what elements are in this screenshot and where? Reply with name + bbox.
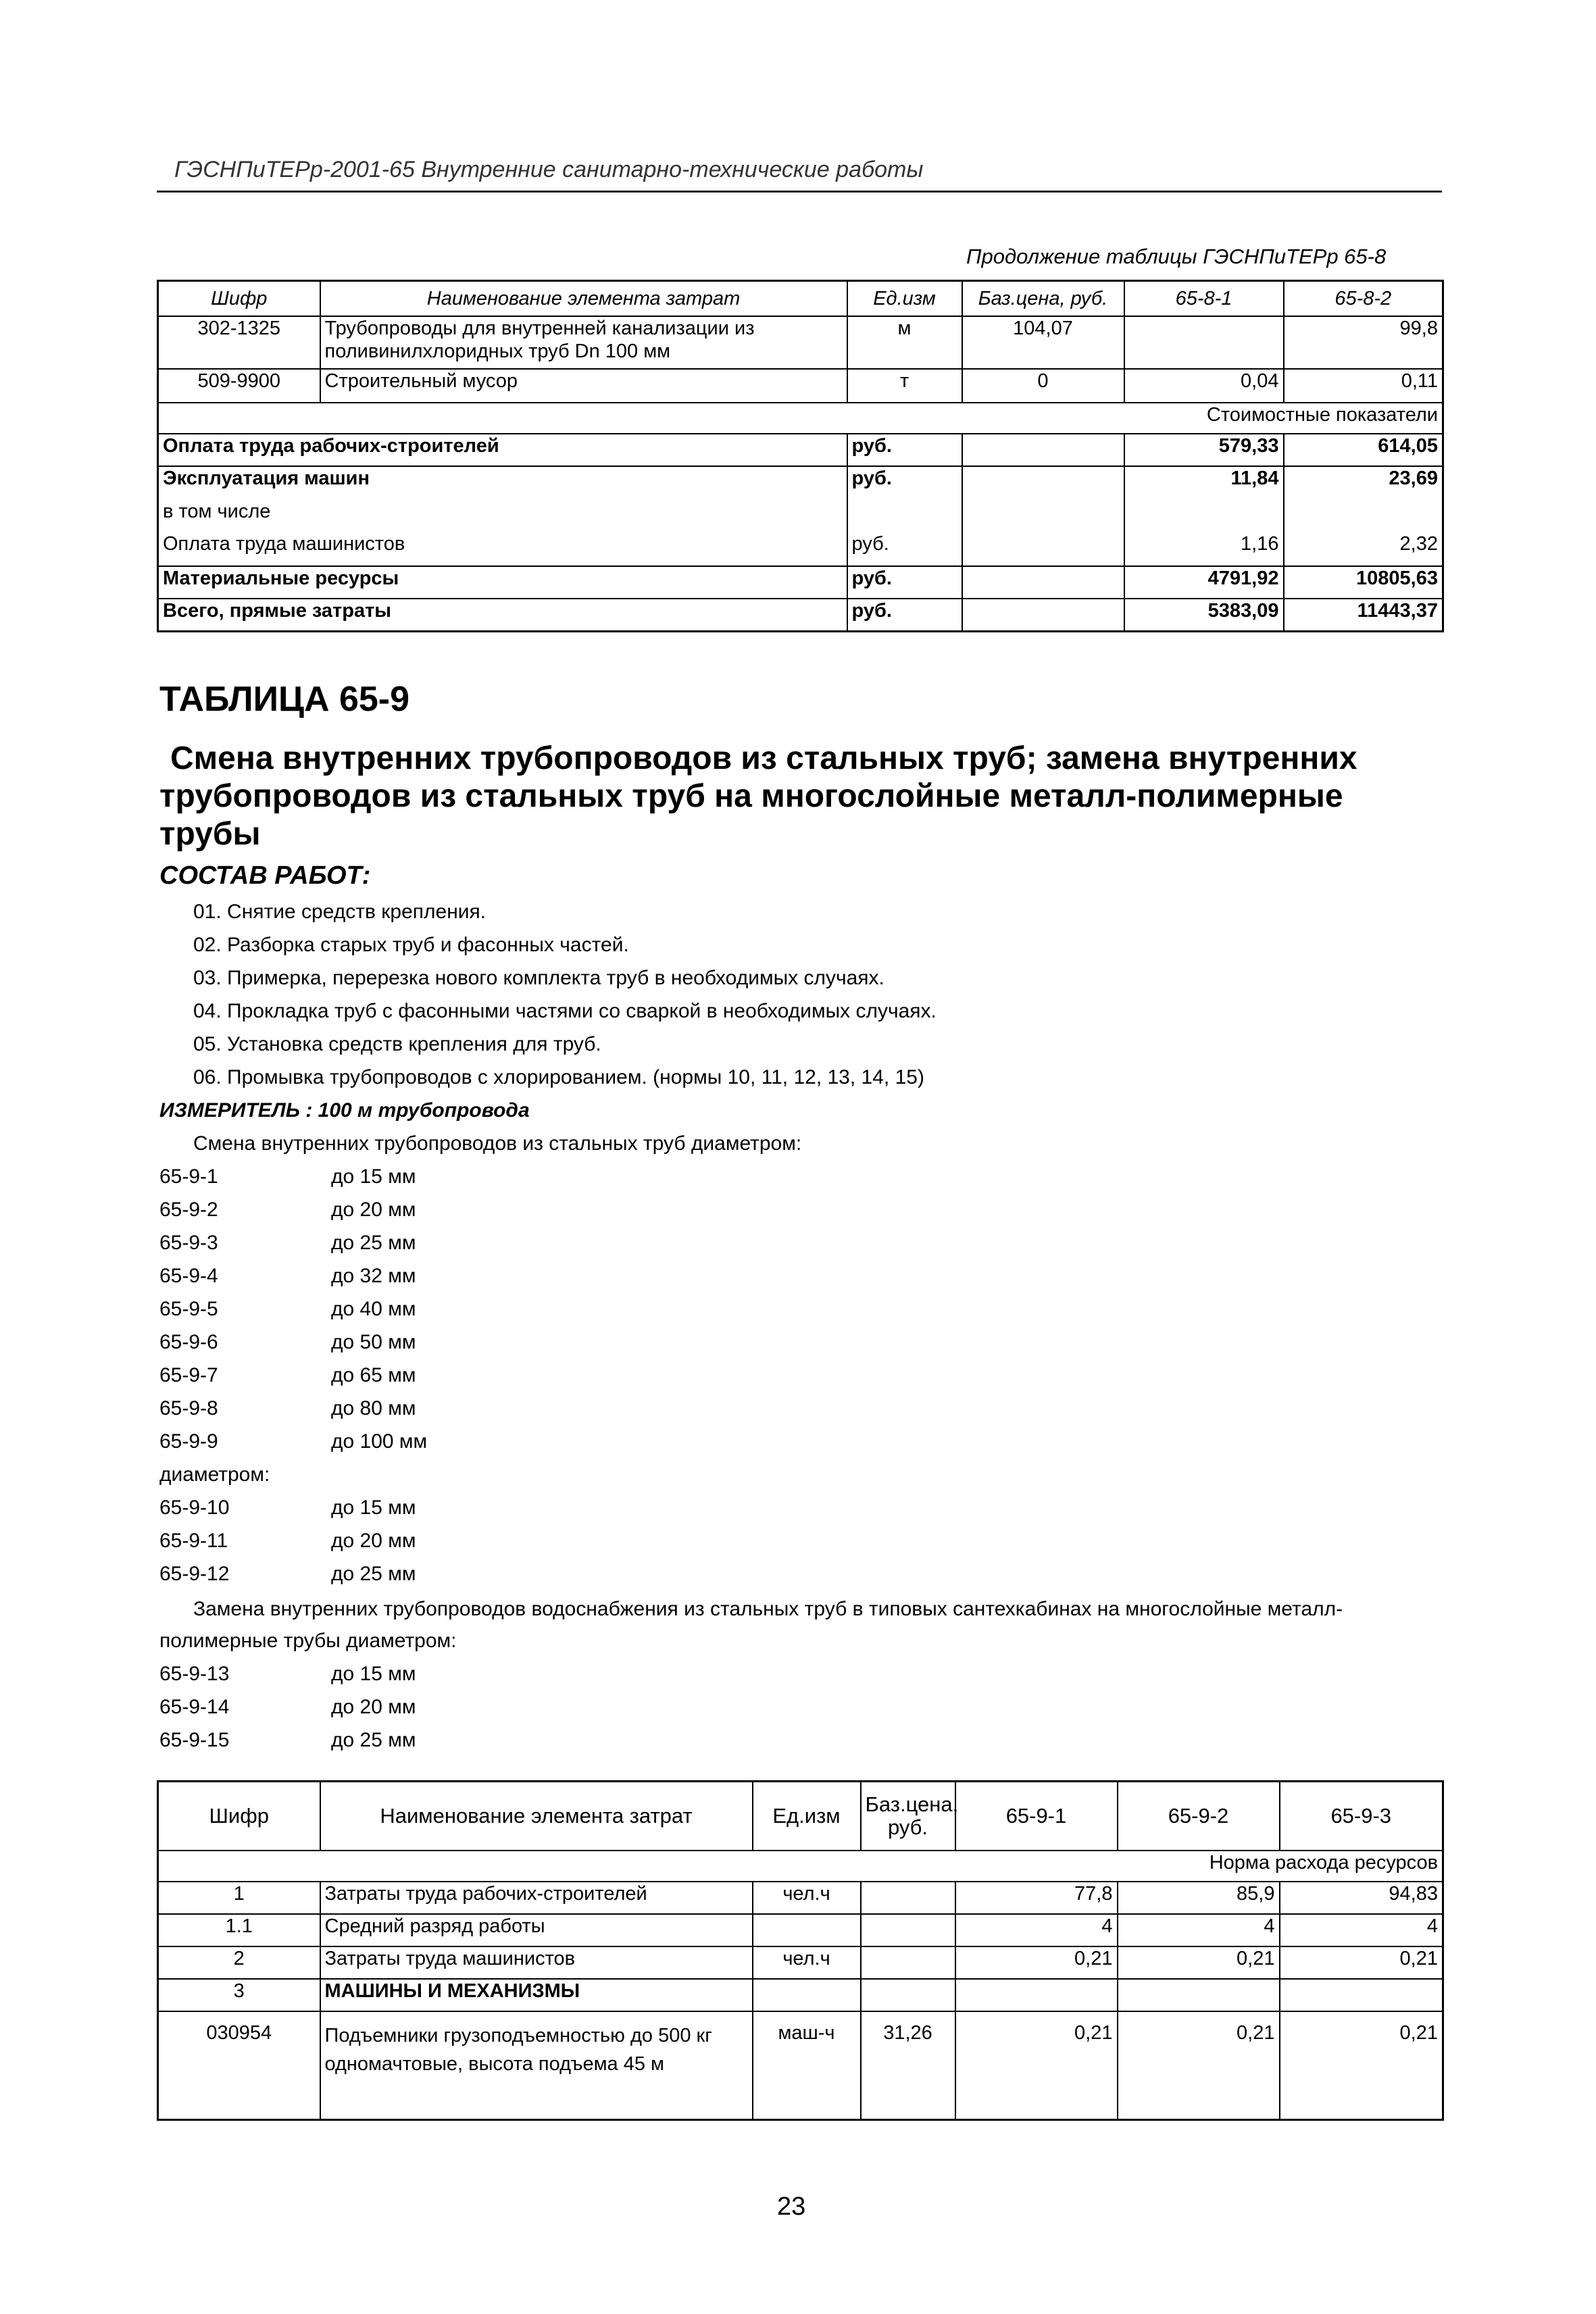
table-row [158, 2011, 1443, 2119]
row-name: Строительный мусор [320, 369, 847, 403]
row-unit [753, 1979, 861, 2011]
cost-value: 2,32 [1284, 532, 1443, 566]
row-value: 4 [955, 1914, 1118, 1946]
row-name: Затраты труда рабочих-строителей [320, 1882, 753, 1914]
row-code: 302-1325 [158, 316, 320, 369]
norm-diameter: до 20 мм [331, 1530, 416, 1552]
norm-diameter: до 15 мм [331, 1496, 416, 1519]
column-header: Наименование элемента затрат [320, 281, 847, 317]
table-row [158, 1979, 1443, 2011]
norm-code: 65-9-11 [159, 1530, 228, 1552]
row-price: 31,26 [861, 2011, 955, 2119]
work-composition-title: СОСТАВ РАБОТ: [159, 861, 371, 890]
row-unit: чел.ч [753, 1882, 861, 1914]
row-value: 4 [1118, 1914, 1280, 1946]
cost-value: 10805,63 [1284, 566, 1443, 599]
row-value: 4 [1280, 1914, 1443, 1946]
work-item: 02. Разборка старых труб и фасонных частей. [193, 934, 629, 956]
row-price [861, 1914, 955, 1946]
subtitle-line: трубы [159, 816, 261, 852]
table-header-row [158, 281, 1443, 317]
cost-header: Стоимостные показатели [158, 403, 1443, 434]
row-unit: т [847, 369, 962, 403]
group-intro: Замена внутренних трубопроводов водоснабжения из стальных труб в типовых сантехкабинах на многослойные металл- [193, 1598, 1343, 1620]
row-value: 0,21 [1118, 1946, 1280, 1979]
table-65-8-continuation [157, 280, 1444, 632]
row-code: 030954 [158, 2011, 320, 2119]
cost-row [158, 599, 1443, 631]
row-price [861, 1946, 955, 1979]
cost-header-row [158, 403, 1443, 434]
subtitle-line: трубопроводов из стальных труб на многослойные металл-полимерные [159, 778, 1343, 814]
work-item: 05. Установка средств крепления для труб. [193, 1033, 601, 1055]
column-header: Ед.изм [847, 281, 962, 317]
row-value: 99,8 [1284, 316, 1443, 369]
cost-row [158, 532, 1443, 566]
norm-diameter: до 40 мм [331, 1298, 416, 1320]
row-unit: м [847, 316, 962, 369]
section-heading: ТАБЛИЦА 65-9 [159, 680, 410, 719]
norm-diameter: до 80 мм [331, 1397, 416, 1419]
diameter-label: диаметром: [159, 1463, 270, 1486]
column-header: Шифр [158, 281, 320, 317]
norm-code: 65-9-8 [159, 1397, 218, 1419]
row-unit [753, 1914, 861, 1946]
row-price: 104,07 [962, 316, 1124, 369]
work-item: 01. Снятие средств крепления. [193, 901, 487, 923]
norm-diameter: до 25 мм [331, 1563, 416, 1585]
norm-diameter: до 100 мм [331, 1430, 428, 1453]
norm-code: 65-9-10 [159, 1496, 230, 1519]
column-header: 65-9-1 [955, 1782, 1118, 1851]
table-row [158, 1882, 1443, 1914]
column-header: Баз.цена, руб. [861, 1782, 955, 1851]
cost-price [962, 500, 1124, 532]
cost-row [158, 434, 1443, 466]
column-header: Наименование элемента затрат [320, 1782, 753, 1851]
cost-unit: руб. [847, 532, 962, 566]
row-code: 2 [158, 1946, 320, 1979]
row-price: 0 [962, 369, 1124, 403]
measure-label: ИЗМЕРИТЕЛЬ : 100 м трубопровода [159, 1099, 530, 1122]
page-number: 23 [777, 2192, 806, 2221]
norm-code: 65-9-3 [159, 1232, 218, 1254]
table-row [158, 316, 1443, 369]
cost-value: 4791,92 [1124, 566, 1284, 599]
row-value [1280, 1979, 1443, 2011]
work-item: 04. Прокладка труб с фасонными частями со сваркой в необходимых случаях. [193, 1000, 937, 1022]
cost-value: 23,69 [1284, 466, 1443, 500]
norm-code: 65-9-7 [159, 1364, 218, 1386]
column-header: Ед.изм [753, 1782, 861, 1851]
norm-diameter: до 20 мм [331, 1199, 416, 1221]
table-row [158, 369, 1443, 403]
cost-value: 1,16 [1124, 532, 1284, 566]
row-value [1124, 316, 1284, 369]
row-value: 85,9 [1118, 1882, 1280, 1914]
group-intro: полимерные трубы диаметром: [159, 1630, 457, 1652]
section-subtitle [159, 740, 1443, 853]
cost-price [962, 599, 1124, 631]
norm-code: 65-9-9 [159, 1430, 218, 1453]
table-row [158, 1946, 1443, 1979]
row-name: Подъемники грузоподъемностью до 500 кг одномачтовые, высота подъема 45 м [320, 2011, 753, 2119]
norm-code: 65-9-4 [159, 1265, 218, 1287]
norm-diameter: до 50 мм [331, 1331, 416, 1353]
cost-value: 579,33 [1124, 434, 1284, 466]
document-header-title: ГЭСНПиТЕРр-2001-65 Внутренние санитарно-технические работы [174, 157, 924, 182]
row-value: 0,21 [1118, 2011, 1280, 2119]
norm-code: 65-9-1 [159, 1165, 218, 1188]
norm-diameter: до 32 мм [331, 1265, 416, 1287]
cost-name: в том числе [158, 500, 847, 532]
norm-code: 65-9-13 [159, 1663, 230, 1685]
table-continuation-caption: Продолжение таблицы ГЭСНПиТЕРр 65-8 [966, 245, 1387, 268]
norm-header: Норма расхода ресурсов [158, 1851, 1443, 1882]
table-row [158, 1914, 1443, 1946]
cost-name: Оплата труда рабочих-строителей [158, 434, 847, 466]
column-header: 65-9-2 [1118, 1782, 1280, 1851]
norm-code: 65-9-5 [159, 1298, 218, 1320]
row-price [861, 1882, 955, 1914]
cost-name: Всего, прямые затраты [158, 599, 847, 631]
cost-row [158, 500, 1443, 532]
row-value: 94,83 [1280, 1882, 1443, 1914]
cost-unit: руб. [847, 566, 962, 599]
row-value [1118, 1979, 1280, 2011]
norm-code: 65-9-2 [159, 1199, 218, 1221]
cost-unit: руб. [847, 434, 962, 466]
norm-code: 65-9-15 [159, 1729, 230, 1751]
row-value: 0,21 [1280, 2011, 1443, 2119]
norm-code: 65-9-12 [159, 1563, 230, 1585]
table-65-9 [157, 1780, 1444, 2121]
row-price [861, 1979, 955, 2011]
cost-unit [847, 500, 962, 532]
row-value: 0,11 [1284, 369, 1443, 403]
row-code: 509-9900 [158, 369, 320, 403]
cost-unit: руб. [847, 599, 962, 631]
column-header: Шифр [158, 1782, 320, 1851]
column-header: 65-8-2 [1284, 281, 1443, 317]
norm-diameter: до 65 мм [331, 1364, 416, 1386]
norm-diameter: до 25 мм [331, 1232, 416, 1254]
norm-diameter: до 25 мм [331, 1729, 416, 1751]
cost-name: Оплата труда машинистов [158, 532, 847, 566]
norm-diameter: до 15 мм [331, 1165, 416, 1188]
row-code: 1.1 [158, 1914, 320, 1946]
row-code: 3 [158, 1979, 320, 2011]
norm-code: 65-9-14 [159, 1696, 230, 1718]
norm-header-row [158, 1851, 1443, 1882]
row-name: Трубопроводы для внутренней канализации из поливинилхлоридных труб Dn 100 мм [320, 316, 847, 369]
column-header: 65-9-3 [1280, 1782, 1443, 1851]
norm-code: 65-9-6 [159, 1331, 218, 1353]
row-unit: маш-ч [753, 2011, 861, 2119]
column-header: 65-8-1 [1124, 281, 1284, 317]
group-intro: Смена внутренних трубопроводов из стальных труб диаметром: [193, 1132, 802, 1155]
cost-price [962, 434, 1124, 466]
row-name: Затраты труда машинистов [320, 1946, 753, 1979]
header-divider [157, 191, 1442, 193]
row-value: 0,21 [1280, 1946, 1443, 1979]
cost-row [158, 566, 1443, 599]
norm-diameter: до 15 мм [331, 1663, 416, 1685]
row-unit: чел.ч [753, 1946, 861, 1979]
cost-value: 11,84 [1124, 466, 1284, 500]
norm-diameter: до 20 мм [331, 1696, 416, 1718]
cost-value: 614,05 [1284, 434, 1443, 466]
cost-row [158, 466, 1443, 500]
row-name: МАШИНЫ И МЕХАНИЗМЫ [320, 1979, 753, 2011]
row-name: Средний разряд работы [320, 1914, 753, 1946]
cost-value [1124, 500, 1284, 532]
cost-name: Эксплуатация машин [158, 466, 847, 500]
row-code: 1 [158, 1882, 320, 1914]
cost-price [962, 466, 1124, 500]
cost-unit: руб. [847, 466, 962, 500]
subtitle-line: Смена внутренних трубопроводов из стальных труб; замена внутренних [170, 740, 1357, 776]
cost-name: Материальные ресурсы [158, 566, 847, 599]
row-value: 0,04 [1124, 369, 1284, 403]
cost-value [1284, 500, 1443, 532]
work-item: 06. Промывка трубопроводов с хлорированием. (нормы 10, 11, 12, 13, 14, 15) [193, 1066, 924, 1088]
cost-price [962, 532, 1124, 566]
row-value: 77,8 [955, 1882, 1118, 1914]
work-item: 03. Примерка, перерезка нового комплекта труб в необходимых случаях. [193, 967, 884, 989]
cost-price [962, 566, 1124, 599]
cost-value: 5383,09 [1124, 599, 1284, 631]
row-value [955, 1979, 1118, 2011]
row-value: 0,21 [955, 1946, 1118, 1979]
column-header: Баз.цена, руб. [962, 281, 1124, 317]
row-value: 0,21 [955, 2011, 1118, 2119]
table-header-row [158, 1782, 1443, 1851]
cost-value: 11443,37 [1284, 599, 1443, 631]
